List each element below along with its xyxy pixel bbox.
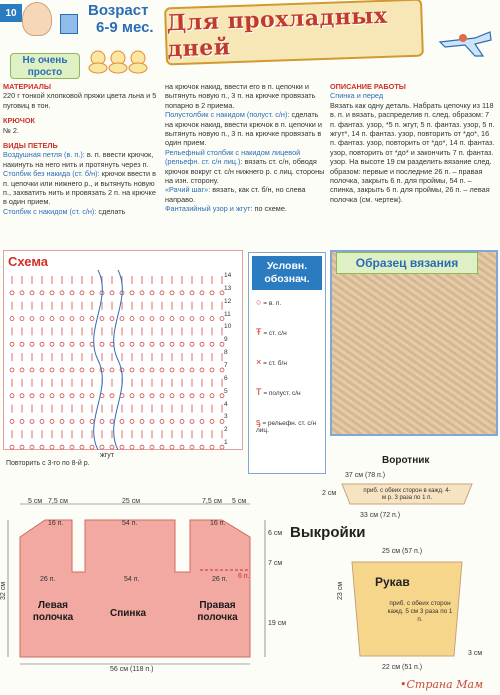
middle-text: на крючок накид, ввести его в п. цепочки и вытянуть новую п., 3 п. на крючке провязать попарно в 2 приема. [165, 82, 316, 110]
legend-item: × = ст. б/н [256, 357, 287, 367]
inner-right: 26 п. [212, 576, 228, 583]
stitch-mark [160, 317, 164, 321]
stitch-mark [80, 394, 84, 398]
stitch-mark [90, 394, 94, 398]
stitch-mark [200, 291, 204, 295]
stitch-mark [20, 342, 24, 346]
hook-text: № 2. [3, 125, 19, 135]
stitch-mark [70, 368, 74, 372]
stitch-mark [200, 317, 204, 321]
age-value: 6-9 мес. [96, 19, 154, 36]
row-numbers [224, 270, 242, 450]
stitch-mark [130, 368, 134, 372]
collar-bottom-dim: 33 см (72 п.) [360, 512, 401, 519]
ducks-icon [88, 48, 148, 74]
stitch-mark [160, 342, 164, 346]
stitch-mark [180, 342, 184, 346]
stitch-mark [10, 419, 14, 423]
stitch-mark [150, 317, 154, 321]
stitch-mark [80, 419, 84, 423]
stitch-mark [60, 394, 64, 398]
stitch-mark [180, 394, 184, 398]
stitch-mark [170, 342, 174, 346]
harness-label: жгут [100, 452, 114, 459]
page-title: Для прохладных дней [164, 0, 424, 65]
sleeve-note: приб. с обеих сторон кажд. 5 см 3 раза по 1 п. [387, 600, 453, 623]
dim-top-5: 5 см [232, 498, 247, 505]
stitch-mark [180, 317, 184, 321]
row-number: 4 [224, 400, 228, 408]
stitch-mark [60, 342, 64, 346]
materials-text: 220 г тонкой хлопковой пряжи цвета льна и 5 пуговиц в тон. [3, 91, 157, 110]
work-text: Вязать как одну деталь. Набрать цепочку из 118 в. п. и вязать, распределив п. след. образом: 7 п. фантаз. узор, *5 п. жгут, 5 п. фантаз. узор, 5 п. жгут*, 14 п. фантаз. узор, повторить от *до*, 16 п. фантаз. узор, повторить от *до*, 14 п. фантаз. узор, повторить от *до* и закончить 7 п. фантаз. узор. На высоте 19 см разделить вязание след. образом: первые и последние 26 п. – правая полочка, закрыть 6 п. для проймы, 54 п. – спинка, закрыть 6 п. для проймы, 26 п. – левая полочка (см. чертеж). [330, 100, 495, 204]
stitch-mark [200, 419, 204, 423]
row-number: 1 [224, 439, 228, 447]
stitch-mark [130, 317, 134, 321]
stitch-mark [160, 394, 164, 398]
stitch-mark [170, 419, 174, 423]
body-pattern [0, 492, 290, 682]
loop-term: Столбик с накидом (ст. с/н): [3, 206, 97, 216]
stitch-mark [60, 291, 64, 295]
sleeve-bottom-dim: 22 см (51 п.) [382, 664, 423, 671]
stitch-mark [80, 445, 84, 449]
stitch-mark [180, 419, 184, 423]
stitch-mark [190, 342, 194, 346]
stitch-mark [40, 342, 44, 346]
loop-term: Рельефный столбик с накидом лицевой (рельефн. ст. с/н лиц.): [165, 147, 301, 167]
stitch-mark [140, 342, 144, 346]
stitch-mark [40, 368, 44, 372]
legend-item: T = полуст. с/н [256, 387, 301, 397]
stitch-mark [30, 445, 34, 449]
row-number: 6 [224, 374, 228, 382]
stitch-mark [10, 291, 14, 295]
stitch-mark [130, 291, 134, 295]
stitch-mark [40, 317, 44, 321]
loop-desc: в. п. ввести крючок, накинуть на него нить и протянуть через п. [3, 150, 154, 169]
stitch-mark [190, 368, 194, 372]
stitch-mark [110, 445, 114, 449]
stitch-mark [20, 317, 24, 321]
work-subheading: Спинка и перед [330, 91, 384, 101]
stitch-mark [100, 342, 104, 346]
row-number: 13 [224, 284, 232, 292]
dim-right-1: 6 см [268, 530, 283, 537]
stitch-mark [50, 445, 54, 449]
legend-title: Условн. обознач. [252, 256, 322, 290]
stitch-mark [140, 445, 144, 449]
stitch-mark [110, 317, 114, 321]
stitch-mark [210, 291, 214, 295]
row-number: 8 [224, 349, 228, 357]
legend-item: ᶊ = рельефн. ст. с/н лиц. [256, 417, 317, 434]
stitch-mark [50, 419, 54, 423]
stitch-mark [50, 291, 54, 295]
schema-grid [8, 270, 240, 450]
left-column [3, 82, 161, 216]
stitch-mark [120, 342, 124, 346]
stitches-top-right: 16 п. [210, 520, 226, 527]
stitch-mark [60, 419, 64, 423]
stitch-mark [30, 368, 34, 372]
repeat-note: Повторить с 3-го по 8-й р. [6, 460, 90, 467]
stitch-mark [60, 445, 64, 449]
row-number: 5 [224, 387, 228, 395]
stitch-mark [40, 445, 44, 449]
stitch-mark [160, 419, 164, 423]
loop-desc: сделать [98, 206, 126, 216]
stitch-mark [190, 317, 194, 321]
stitch-mark [190, 394, 194, 398]
legend-item: ○ = в. п. [256, 297, 282, 307]
stitch-mark [90, 445, 94, 449]
stitch-mark [10, 368, 14, 372]
stitch-mark [190, 445, 194, 449]
loop-desc: по схеме. [254, 204, 287, 214]
stitch-mark [160, 291, 164, 295]
stitch-mark [100, 445, 104, 449]
row-number: 12 [224, 297, 232, 305]
stitch-mark [20, 368, 24, 372]
sleeve-height: 23 см [337, 581, 344, 600]
stitch-mark [110, 394, 114, 398]
stitch-mark [90, 291, 94, 295]
sample-title: Образец вязания [336, 252, 478, 274]
label-right-front: Правая полочка [197, 600, 238, 623]
middle-column [165, 82, 325, 214]
dim-height: 19 см [268, 620, 287, 627]
baby-icon [22, 2, 52, 36]
stitch-mark [10, 342, 14, 346]
stitch-mark [130, 419, 134, 423]
stitch-mark [130, 394, 134, 398]
collar-title: Воротник [382, 455, 430, 466]
stitch-mark [150, 342, 154, 346]
stitch-mark [140, 394, 144, 398]
stitch-mark [110, 368, 114, 372]
stitch-mark [30, 342, 34, 346]
stitch-mark [40, 291, 44, 295]
legend-item: Ŧ = ст. с/н [256, 327, 287, 337]
dim-top-1: 5 см [28, 498, 43, 505]
label-back: Спинка [110, 608, 147, 619]
stitch-mark [210, 445, 214, 449]
stitch-mark [150, 291, 154, 295]
stitch-mark [70, 317, 74, 321]
work-heading: ОПИСАНИЕ РАБОТЫ [330, 82, 406, 91]
stitch-mark [170, 394, 174, 398]
gift-icon [60, 14, 78, 34]
dim-right-2: 7 см [268, 560, 283, 567]
loop-term: Полустолбик с накидом (полуст. с/н): [165, 110, 290, 120]
stitch-mark [150, 394, 154, 398]
dim-top-3: 25 см [122, 498, 141, 505]
age-label: Возраст [88, 2, 149, 19]
stitch-mark [50, 342, 54, 346]
stitch-mark [210, 368, 214, 372]
stitch-mark [180, 368, 184, 372]
stitch-mark [110, 419, 114, 423]
stitch-mark [210, 342, 214, 346]
loop-desc: сделать на крючок накид, ввести крючок в п. цепочки и вытянуть новую п., 3 п. на крючке провязать в один прием. [165, 110, 322, 148]
stitch-mark [70, 394, 74, 398]
stitch-mark [30, 419, 34, 423]
label-left-front: Левая полочка [32, 600, 74, 623]
stitch-mark [70, 291, 74, 295]
stitch-mark [190, 419, 194, 423]
loop-term: «Рачий шаг»: [165, 185, 211, 195]
stitch-mark [10, 394, 14, 398]
stitch-mark [70, 342, 74, 346]
stitch-mark [140, 291, 144, 295]
dim-total-height: 32 см [0, 581, 7, 600]
stitch-mark [200, 445, 204, 449]
legend-list [256, 297, 324, 434]
stitch-mark [50, 368, 54, 372]
stitch-mark [140, 317, 144, 321]
stitch-mark [60, 317, 64, 321]
stitch-mark [120, 317, 124, 321]
stitch-mark [140, 368, 144, 372]
stitch-mark [50, 317, 54, 321]
stitch-mark [20, 419, 24, 423]
stitch-mark [180, 445, 184, 449]
stitch-mark [130, 342, 134, 346]
stitch-mark [40, 419, 44, 423]
loop-desc: вязать ст. с/н, обводя крючок вокруг ст. с/н нижнего р. с лиц. стороны на изн. сторону. [165, 157, 325, 186]
stitch-mark [20, 291, 24, 295]
hook-heading: КРЮЧОК [3, 116, 36, 126]
stitch-mark [80, 291, 84, 295]
knitting-sample-photo [330, 250, 498, 436]
row-number: 10 [224, 323, 232, 331]
stitch-mark [90, 368, 94, 372]
sleeve-top-dim: 25 см (57 п.) [382, 548, 423, 555]
loop-desc: крючок ввести в п. цепочки или нижнего р., и вытянуть новую п., захватить нить и провязать 2 п. на крючке в один прием. [3, 169, 156, 207]
stitch-mark [30, 317, 34, 321]
stitch-mark [150, 419, 154, 423]
watermark: •Страна Мам [400, 678, 484, 691]
stitch-mark [200, 368, 204, 372]
stitch-mark [100, 317, 104, 321]
airplane-icon [435, 20, 495, 60]
stitch-mark [30, 291, 34, 295]
row-number: 9 [224, 336, 228, 344]
stitch-mark [60, 368, 64, 372]
patterns-title: Выкройки [290, 524, 366, 541]
schema-title: Схема [8, 254, 49, 269]
stitch-mark [50, 394, 54, 398]
stitch-mark [130, 445, 134, 449]
stitch-mark [100, 419, 104, 423]
loop-term: Воздушная петля (в. п.): [3, 150, 85, 160]
stitch-mark [10, 317, 14, 321]
stitch-mark [10, 445, 14, 449]
loop-desc: вязать, как ст. б/н, но слева направо. [165, 185, 306, 204]
stitch-mark [110, 291, 114, 295]
collar-top-dim: 37 см (78 п.) [345, 472, 386, 479]
stitches-top-left: 16 п. [48, 520, 64, 527]
stitch-mark [200, 342, 204, 346]
stitch-mark [120, 419, 124, 423]
stitch-mark [170, 445, 174, 449]
stitch-mark [210, 419, 214, 423]
dim-right-3: 6 п. [238, 573, 250, 580]
stitch-mark [80, 368, 84, 372]
collar-note: приб. с обеих сторон в кажд. 4-м р. 3 раза по 1 п. [363, 488, 451, 501]
stitch-mark [150, 368, 154, 372]
stitch-mark [120, 445, 124, 449]
stitch-mark [90, 317, 94, 321]
stitch-mark [40, 394, 44, 398]
stitch-mark [150, 445, 154, 449]
row-number: 3 [224, 413, 228, 421]
sleeve-small-dim: 3 см [468, 650, 483, 657]
page-number: 10 [0, 4, 22, 22]
dim-top-4: 7,5 см [202, 498, 222, 505]
stitch-mark [140, 419, 144, 423]
inner-center: 54 п. [124, 576, 140, 583]
row-number: 2 [224, 426, 228, 434]
stitch-mark [90, 419, 94, 423]
loop-term: Столбик без накида (ст. б/н): [3, 169, 100, 179]
stitch-mark [80, 342, 84, 346]
stitch-mark [20, 445, 24, 449]
stitch-mark [30, 394, 34, 398]
stitch-mark [190, 291, 194, 295]
dim-bottom: 56 см (118 п.) [110, 666, 154, 673]
difficulty-badge: Не очень просто [10, 53, 80, 79]
stitch-mark [200, 394, 204, 398]
stitch-mark [70, 419, 74, 423]
row-number: 14 [224, 272, 232, 279]
stitch-mark [210, 317, 214, 321]
stitch-mark [20, 394, 24, 398]
stitches-top-center: 54 п. [122, 520, 138, 527]
dim-top-2: 7,5 см [48, 498, 68, 505]
right-column [330, 82, 496, 204]
stitch-mark [180, 291, 184, 295]
stitch-mark [70, 445, 74, 449]
stitch-mark [170, 291, 174, 295]
loops-heading: ВИДЫ ПЕТЕЛЬ [3, 141, 58, 151]
collar-side-dim: 2 см [322, 490, 337, 497]
sleeve-title: Рукав [375, 575, 410, 589]
row-number: 11 [224, 310, 231, 318]
stitch-mark [80, 317, 84, 321]
stitch-mark [170, 317, 174, 321]
inner-left: 26 п. [40, 576, 56, 583]
row-number: 7 [224, 362, 228, 369]
stitch-mark [160, 368, 164, 372]
materials-heading: МАТЕРИАЛЫ [3, 82, 52, 91]
stitch-mark [160, 445, 164, 449]
stitch-mark [170, 368, 174, 372]
loop-term: Фантазийный узор и жгут: [165, 204, 253, 214]
stitch-mark [210, 394, 214, 398]
